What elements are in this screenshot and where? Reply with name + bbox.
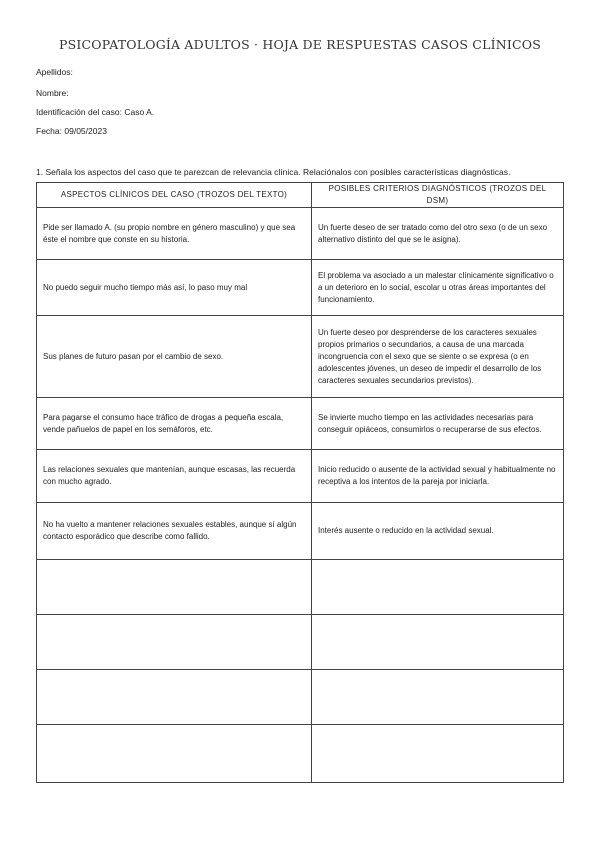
field-date <box>36 126 107 136</box>
field-label: Identificación del caso: <box>36 107 122 117</box>
clinical-aspect-cell[interactable]: Las relaciones sexuales que mantenían, aunque escasas, las recuerda con mucho agrado. <box>37 450 312 503</box>
field-value: Caso A. <box>124 107 155 117</box>
clinical-aspect-cell[interactable] <box>37 670 312 725</box>
clinical-aspect-cell[interactable] <box>37 725 312 783</box>
diagnostic-criteria-cell[interactable] <box>312 725 564 783</box>
table-row <box>37 316 564 398</box>
table-row <box>37 208 564 260</box>
table-row <box>37 560 564 615</box>
diagnostic-criteria-cell[interactable]: Se invierte mucho tiempo en las actividades necesarias para conseguir opiáceos, consumirlos o recuperarse de sus efectos. <box>312 398 564 450</box>
table-row <box>37 398 564 450</box>
diagnostic-criteria-cell[interactable] <box>312 560 564 615</box>
clinical-aspect-cell[interactable]: Pide ser llamado A. (su propio nombre en género masculino) y que sea éste el nombre que conste en su historia. <box>37 208 312 260</box>
clinical-aspect-cell[interactable]: Sus planes de futuro pasan por el cambio de sexo. <box>37 316 312 398</box>
field-case-id <box>36 107 154 117</box>
field-label: Nombre: <box>36 88 69 98</box>
diagnostic-criteria-cell[interactable]: El problema va asociado a un malestar clínicamente significativo o a un deterioro en lo social, escolar u otras áreas importantes del funcionamiento. <box>312 260 564 316</box>
table-row <box>37 450 564 503</box>
clinical-aspect-cell[interactable]: Para pagarse el consumo hace tráfico de drogas a pequeña escala, vende pañuelos de papel en los semáforos, etc. <box>37 398 312 450</box>
diagnostic-criteria-cell[interactable]: Interés ausente o reducido en la actividad sexual. <box>312 503 564 560</box>
diagnostic-criteria-cell[interactable]: Inicio reducido o ausente de la actividad sexual y habitualmente no receptiva a los intentos de la pareja por iniciarla. <box>312 450 564 503</box>
field-nombre <box>36 88 69 98</box>
table-row <box>37 615 564 670</box>
diagnostic-criteria-cell[interactable]: Un fuerte deseo de ser tratado como del otro sexo (o de un sexo alternativo distinto del que se le asigna). <box>312 208 564 260</box>
table-row <box>37 503 564 560</box>
document-title: PSICOPATOLOGÍA ADULTOS · HOJA DE RESPUESTAS CASOS CLÍNICOS <box>59 37 541 52</box>
field-apellidos <box>36 67 73 77</box>
diagnostic-criteria-cell[interactable] <box>312 615 564 670</box>
clinical-aspect-cell[interactable] <box>37 560 312 615</box>
table-row <box>37 725 564 783</box>
diagnostic-criteria-cell[interactable]: Un fuerte deseo por desprenderse de los caracteres sexuales propios primarios o secundarios, a causa de una marcada incongruencia con el sexo que se siente o se expresa (o en adolescentes jóvenes, un deseo de impedir el desarrollo de los caracteres sexuales secundarios previstos). <box>312 316 564 398</box>
table-row <box>37 670 564 725</box>
header-clinical-aspects: ASPECTOS CLÍNICOS DEL CASO (TROZOS DEL TEXTO) <box>37 183 312 208</box>
field-label: Apellidos: <box>36 67 73 77</box>
header-diagnostic-criteria: POSIBLES CRITERIOS DIAGNÓSTICOS (TROZOS DEL DSM) <box>312 183 564 208</box>
question-1: 1. Señala los aspectos del caso que te parezcan de relevancia clínica. Relaciónalos con posibles características diagnósticas. <box>36 167 511 177</box>
diagnostic-criteria-cell[interactable] <box>312 670 564 725</box>
clinical-aspect-cell[interactable]: No puedo seguir mucho tiempo más así, lo paso muy mal <box>37 260 312 316</box>
clinical-aspect-cell[interactable] <box>37 615 312 670</box>
table-row <box>37 260 564 316</box>
clinical-aspect-cell[interactable]: No ha vuelto a mantener relaciones sexuales estables, aunque sí algún contacto esporádico que describe como fallido. <box>37 503 312 560</box>
field-label: Fecha: <box>36 126 62 136</box>
field-value: 09/05/2023 <box>64 126 107 136</box>
table-header-row <box>37 183 564 208</box>
answers-table <box>36 182 564 783</box>
